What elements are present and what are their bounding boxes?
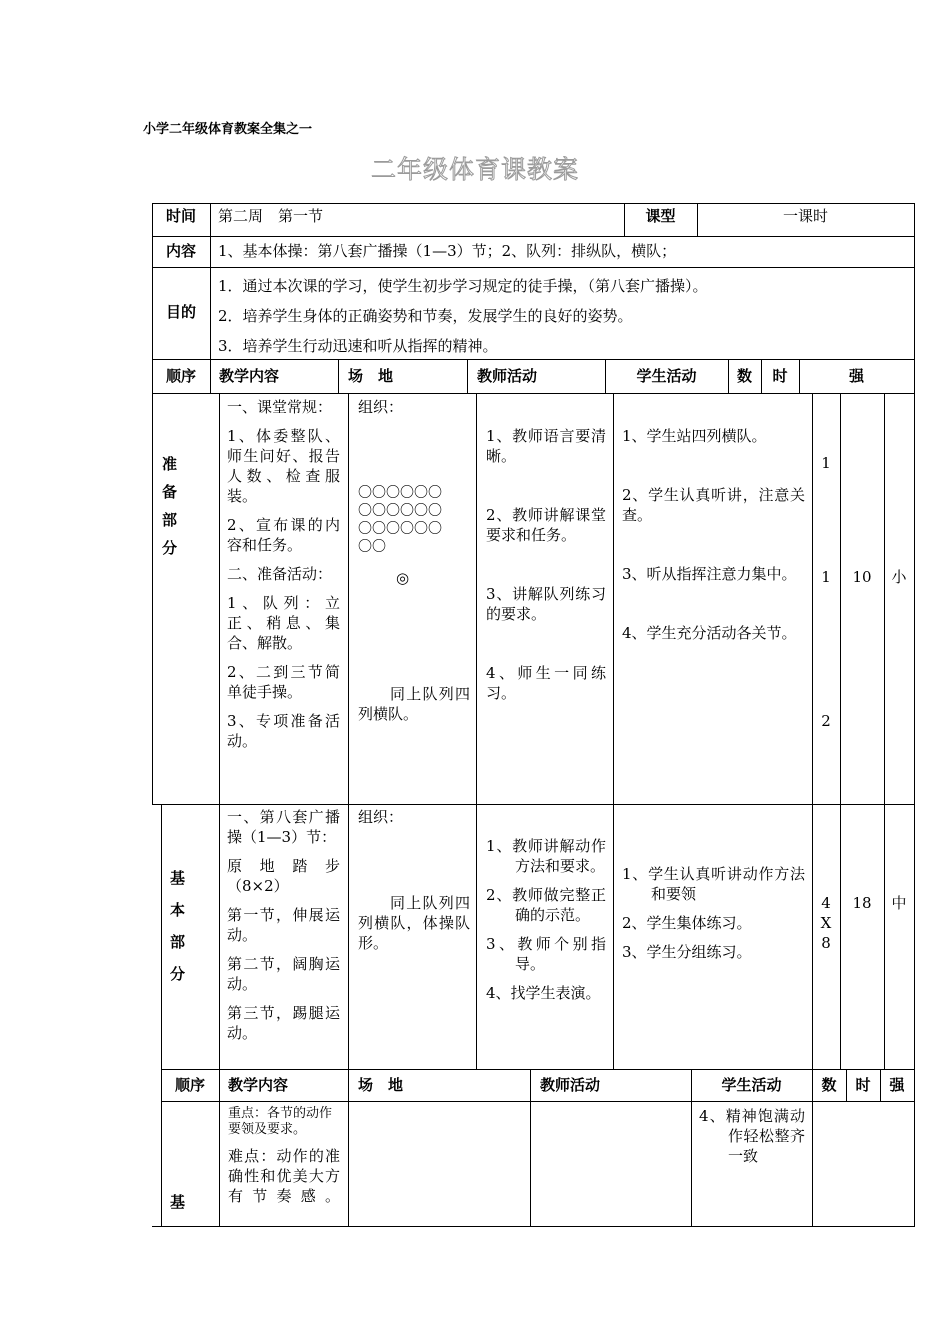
rule: [348, 393, 349, 805]
rule: [476, 804, 477, 1070]
col-time: 时: [772, 367, 788, 385]
formation-row: 〇〇〇〇〇〇: [358, 485, 442, 501]
goal-label: 目的: [165, 303, 196, 321]
rule: [348, 804, 349, 1227]
prep-count: 2: [821, 712, 831, 730]
basic-student: 1、学生认真听讲动作方法和要领 2、学生集体练习。 3、学生分组练习。: [622, 865, 805, 961]
key-point: 重点：各节的动作要领及要求。: [228, 1106, 333, 1137]
goal-item: 2．培养学生身体的正确姿势和节奏，发展学生的良好的姿势。: [218, 307, 633, 325]
rule: [161, 1069, 914, 1070]
rule: [613, 804, 614, 1070]
basic-venue-org: 组织：: [358, 808, 404, 826]
rule: [152, 267, 914, 268]
prep-venue-org: 组织：: [358, 398, 404, 416]
time-value: 第二周 第一节: [218, 207, 324, 225]
prep-venue-note: 同上队列四列横队。: [358, 685, 470, 723]
col-order: 顺序: [165, 367, 196, 385]
col-intensity: 强: [848, 367, 864, 385]
col-venue: 场 地: [348, 367, 394, 385]
rule: [884, 804, 885, 1070]
prep-count: 1: [821, 454, 831, 472]
basic-venue-note: 同上队列四列横队，体操队形。: [358, 894, 470, 952]
col-intensity: 强: [889, 1076, 905, 1094]
rule: [219, 393, 220, 805]
basic-count: 4X8: [820, 894, 832, 952]
prep-count: 1: [821, 568, 831, 586]
formation-diagram: [358, 484, 470, 556]
rule: [613, 393, 614, 805]
rule: [884, 393, 885, 805]
col-content: 教学内容: [228, 1076, 289, 1094]
goal-item: 3．培养学生行动迅速和听从指挥的精神。: [218, 337, 498, 355]
prep-section-label: 准 备 部 分: [162, 455, 178, 557]
rule: [530, 1069, 531, 1227]
formation-row: 〇〇〇〇〇〇: [358, 521, 442, 537]
formation-row: 〇〇: [358, 539, 386, 555]
goal-list: [218, 271, 708, 361]
rule: [476, 393, 477, 805]
col-count: 数: [821, 1076, 837, 1094]
col-student: 学生活动: [636, 367, 697, 385]
basic-teacher: 1、教师讲解动作方法和要求。 2、教师做完整正确的示范。 3、教师个别指导。 4、找学生表演。: [486, 837, 606, 1002]
goal-item: 1．通过本次课的学习，使学生初步学习规定的徒手操，（第八套广播操）。: [218, 277, 708, 295]
col-teacher: 教师活动: [540, 1076, 601, 1094]
teacher-position-icon: ◎: [396, 569, 410, 587]
rule: [152, 1226, 914, 1227]
rule: [161, 1101, 914, 1102]
formation-row: 〇〇〇〇〇〇: [358, 503, 442, 519]
rule: [914, 203, 915, 805]
basic-time: 18: [852, 894, 872, 912]
col-count: 数: [736, 367, 752, 385]
content-label: 内容: [165, 242, 196, 260]
lesson-type-label: 课型: [645, 207, 676, 225]
rule: [210, 203, 211, 394]
rule: [914, 804, 915, 1227]
rule: [338, 359, 339, 394]
col-student: 学生活动: [721, 1076, 782, 1094]
basic-intensity: 中: [891, 894, 907, 912]
col-venue: 场 地: [358, 1076, 404, 1094]
prep-intensity: 小: [891, 568, 907, 586]
prep-teacher: 1、教师语言要清晰。 2、教师讲解课堂要求和任务。 3、讲解队列练习的要求。 4、师生一同练习。: [486, 427, 606, 702]
col-teacher: 教师活动: [477, 367, 538, 385]
rule: [840, 804, 841, 1070]
basic-cont-section-label: 基: [170, 1193, 186, 1211]
rule: [152, 203, 153, 805]
prep-time: 10: [852, 568, 872, 586]
rule: [161, 804, 162, 1227]
rule: [152, 236, 914, 237]
rule: [812, 804, 813, 1227]
col-content: 教学内容: [219, 367, 280, 385]
prep-student: 1、学生站四列横队。 2、学生认真听讲，注意关查。 3、听从指挥注意力集中。 4、学生充分活动各关节。: [622, 427, 805, 642]
basic-section-label: 基 本 部 分: [170, 869, 186, 983]
content-value: 1、基本体操：第八套广播操（1—3）节；2、队列：排纵队，横队；: [218, 242, 677, 260]
lesson-type-value: 一课时: [782, 207, 828, 225]
rule: [467, 359, 468, 394]
basic-content: 一、第八套广播操（1—3）节： 原地踏步（8×2） 第一节，伸展运动。 第二节，阔胸运动。 第三节，踢腿运动。: [227, 808, 340, 1042]
page-title: 二年级体育课教案: [370, 155, 579, 184]
rule: [840, 393, 841, 805]
rule: [219, 804, 220, 1227]
col-order: 顺序: [174, 1076, 205, 1094]
col-time: 时: [855, 1076, 871, 1094]
basic-cont-student: 4、精神饱满动作轻松整齐一致: [699, 1107, 805, 1165]
rule: [152, 203, 914, 204]
prep-content: 一、课堂常规： 1、体委整队、师生问好、报告人数、检查服装。 2、宣布课的内容和任务。 二、准备活动： 1、队列：立正、稍息、集合、解散。 2、二到三节简单徒手操。 3、专项准备活动。: [227, 398, 340, 750]
document-heading: 小学二年级体育教案全集之一: [143, 122, 313, 137]
difficulty: 难点：动作的准确性和优美大方有节奏感。: [228, 1147, 340, 1205]
rule: [152, 804, 914, 805]
time-label: 时间: [165, 207, 196, 225]
